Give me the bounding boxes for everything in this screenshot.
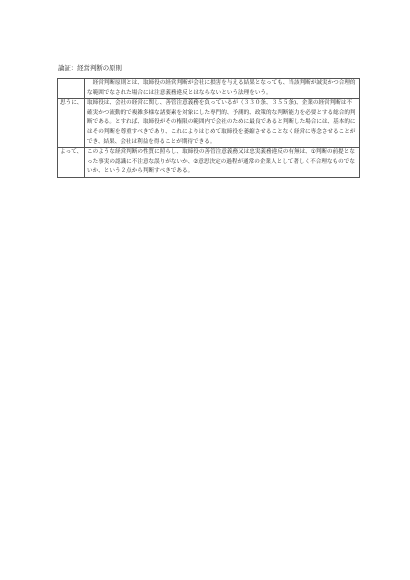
row-label: よって、 [58, 148, 85, 178]
table-row [58, 148, 360, 178]
row-label [58, 79, 85, 99]
row-label: 思うに、 [58, 99, 85, 148]
row-text: このような経営判断の性質に照らし、取締役の善管注意義務又は忠実義務違反の有無は、①判断の前提となった事実の認識に不注意な誤りがないか、②意思決定の過程が通常の企業人として著しく不合理なものでないか、という２点から判断すべきである。 [85, 148, 360, 178]
document-title: 論証：経営判断の原則 [58, 64, 122, 72]
row-text: 経営判断原則とは、取締役の経営判断が会社に損害を与える結果となっても、当該判断が誠実かつ合理的な範囲でなされた場合には注意義務違反とはならないという法理をいう。 [85, 79, 360, 99]
row-text: 取締役は、会社の経営に関し、善管注意義務を負っているが（３３０条、３５５条)、企業の経営判断は不確実かつ流動的で複雑多様な諸要素を対象にした専門的、予測的、政策的な判断能力を必要とする総合的判断である。とすれば、取締役がその権限の範囲内で会社のために最良であると判断した場合には、基本的にはその判断を尊重すべきであり、これによりはじめて取締役を萎縮させることなく経営に専念させることができ、結果、会社は利益を得ることが期待できる。 [85, 99, 360, 148]
table-row [58, 99, 360, 148]
argument-table [57, 78, 360, 178]
table-row [58, 79, 360, 99]
